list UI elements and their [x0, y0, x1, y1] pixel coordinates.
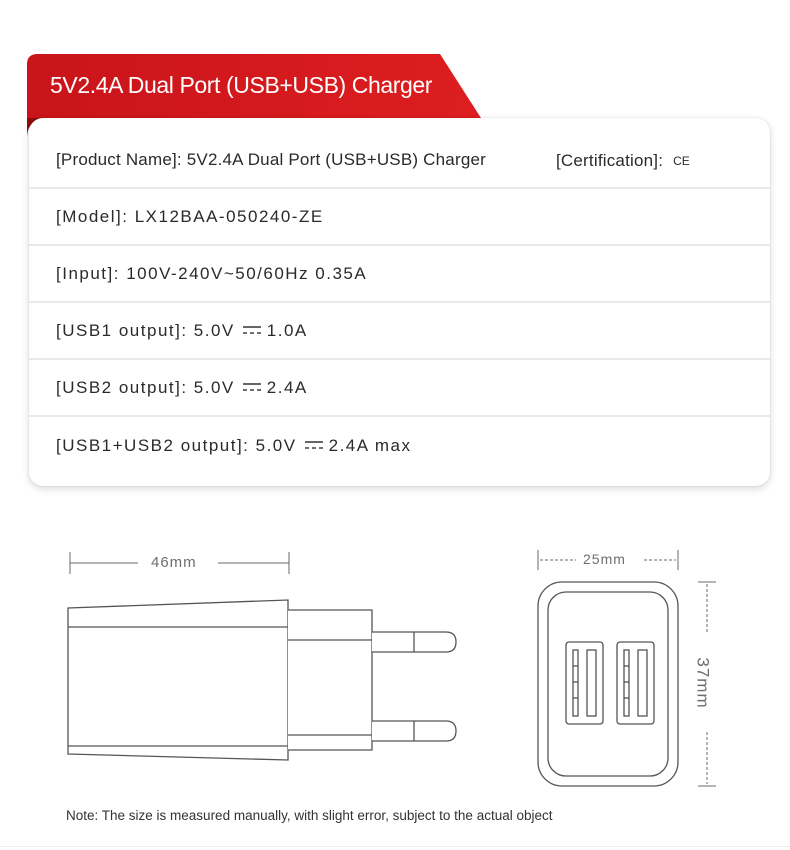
- certification-label: [Certification]:: [556, 150, 664, 170]
- spec-row-model: [29, 189, 770, 246]
- width-label: 25mm: [583, 551, 626, 567]
- combined-output-label: [USB1+USB2 output]: 5.0V: [56, 435, 297, 455]
- usb1-output-current: 1.0A: [266, 320, 308, 340]
- dimension-drawing: [0, 530, 790, 810]
- certification: [556, 132, 690, 189]
- length-label: 46mm: [151, 554, 197, 571]
- side-view-charger: [68, 600, 456, 760]
- spec-row-usb2-output: [29, 360, 770, 417]
- dc-symbol-icon: [305, 440, 323, 450]
- spec-row-usb1-output: [29, 303, 770, 360]
- dc-symbol-icon: [243, 382, 261, 392]
- combined-output-current: 2.4A max: [328, 435, 412, 455]
- spec-table: [29, 118, 770, 486]
- product-name-text: [Product Name]: 5V2.4A Dual Port (USB+USB) Charger: [56, 149, 486, 169]
- ce-mark: CE: [673, 153, 690, 168]
- divider: [0, 846, 790, 847]
- front-view-charger: [538, 582, 678, 786]
- usb2-output-current: 2.4A: [266, 377, 308, 397]
- model-text: [Model]: LX12BAA-050240-ZE: [56, 206, 324, 226]
- height-label: 37mm: [693, 657, 713, 709]
- page-title: 5V2.4A Dual Port (USB+USB) Charger: [50, 72, 433, 98]
- dc-symbol-icon: [243, 325, 261, 335]
- measurement-note: Note: The size is measured manually, with slight error, subject to the actual object: [66, 808, 553, 823]
- spec-row-combined-output: [29, 417, 770, 474]
- charger-outline-drawing: [0, 530, 790, 810]
- spec-row-product-name: [29, 132, 770, 189]
- usb2-output-label: [USB2 output]: 5.0V: [56, 377, 235, 397]
- input-text: [Input]: 100V-240V~50/60Hz 0.35A: [56, 263, 368, 283]
- spec-row-input: [29, 246, 770, 303]
- usb1-output-label: [USB1 output]: 5.0V: [56, 320, 235, 340]
